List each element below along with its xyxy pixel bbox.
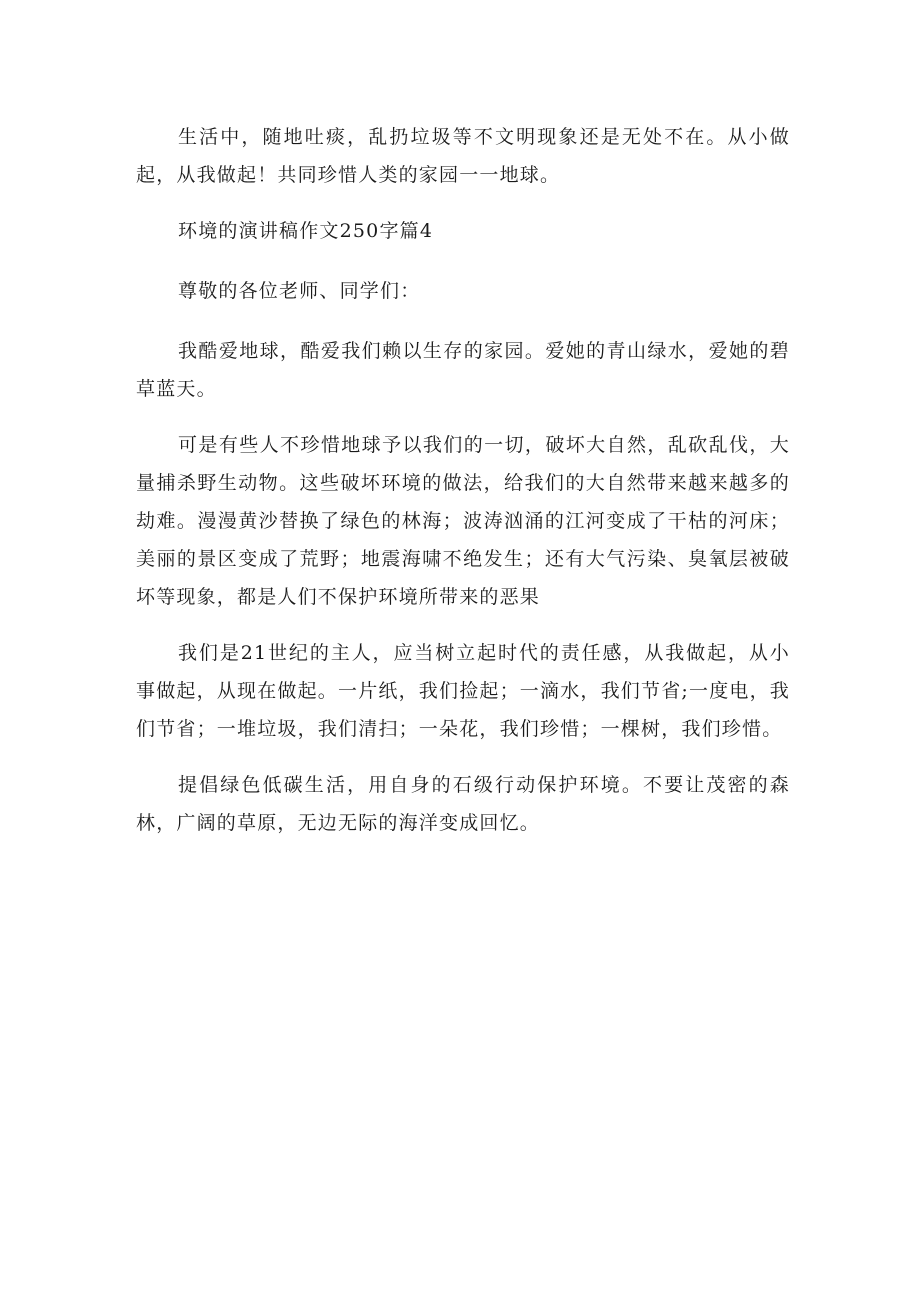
paragraph-destruction: 可是有些人不珍惜地球予以我们的一切，破坏大自然，乱砍乱伐，大量捕杀野生动物。这些破坏环境的做法，给我们的大自然带来越来越多的劫难。漫漫黄沙替换了绿色的林海；波涛汹涌的江河变成了干枯的河床；美丽的景区变成了荒野；地震海啸不绝发生；还有大气污染、臭氧层被破坏等现象，都是人们不保护环境所带来的恶果 [136,434,790,608]
salutation: 尊敬的各位老师、同学们： [178,280,421,302]
paragraph-love-earth: 我酷爱地球，酷爱我们赖以生存的家园。爱她的青山绿水，爱她的碧草蓝天。 [136,340,790,400]
paragraph-responsibility: 我们是21世纪的主人，应当树立起时代的责任感，从我做起，从小事做起，从现在做起。一片纸，我们捡起；一滴水，我们节省;一度电，我们节省；一堆垃圾，我们清扫；一朵花，我们珍惜；一棵树，我们珍惜。 [136,642,791,740]
paragraph-low-carbon: 提倡绿色低碳生活，用自身的石级行动保护环境。不要让茂密的森林，广阔的草原，无边无际的海洋变成回忆。 [136,774,790,834]
paragraph-intro: 生活中，随地吐痰，乱扔垃圾等不文明现象还是无处不在。从小做起，从我做起！共同珍惜人类的家园一一地球。 [136,126,790,186]
section-heading: 环境的演讲稿作文250字篇4 [178,220,434,242]
document-body [136,118,790,860]
